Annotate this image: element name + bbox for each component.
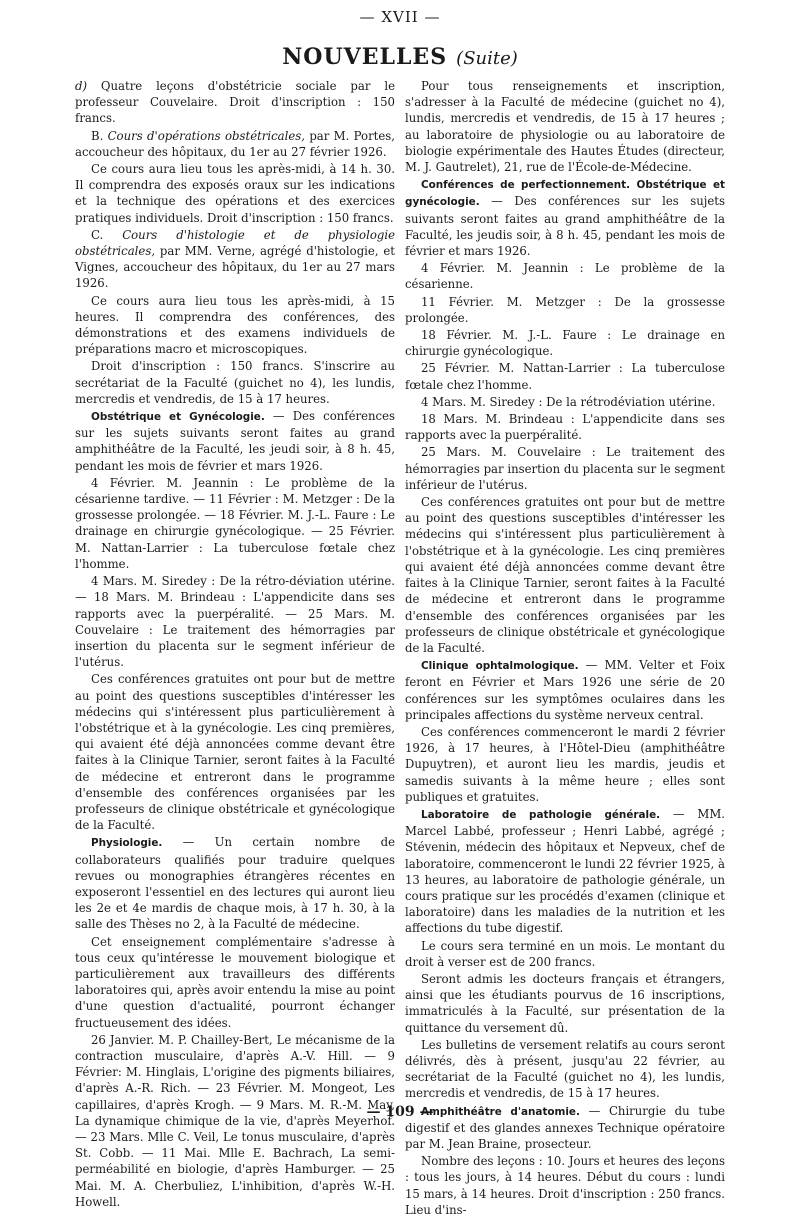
paragraph: 26 Janvier. M. P. Chailley-Bert, Le mécanisme de la contraction musculaire, d'après A.-V. Hill. — 9 Février: M. Hinglais, L'origine des pigments biliaires, d'après A.-R. Rich. — 23 Février. M. Mongeot, Les capillaires, d'après Krogh. — 9 Mars. M. R.-M. May, La dynamique chimique de la vie, d'après Meyerhof. — 23 Mars. Mlle C. Veil, Le tonus musculaire, d'après St. Cobb. — 11 Mai. Mlle E. Bachrach, La semi-perméabilité en biologie, d'après Hamburger. — 25 Mai. M. A. Cherbuliez, L'inhibition, d'après W.-H. Howell.	[75, 1032, 395, 1209]
paragraph-text: — Des conférences sur les sujets suivants seront faites au grand amphithéâtre de la Faculté, les jeudi soir, à 8 h. 45, pendant les mois de février et mars 1926.	[75, 409, 395, 473]
paragraph-text: Quatre leçons d'obstétricie sociale par le professeur Couvelaire. Droit d'inscription : 150 francs.	[75, 79, 395, 126]
paragraph: Ces conférences gratuites ont pour but de mettre au point des questions susceptibles d'intéresser les médecins qui s'intéressent plus particulièrement à l'obstétrique et à la gynécologie. Les cinq premières, qui avaient été déjà annoncées comme devant être faites à la Clinique Tarnier, seront faites à la Faculté de médecine et entreront dans le programme d'ensemble des conférences organisées par les professeurs de clinique obstétricale et gynécologique de la Faculté.	[75, 672, 395, 833]
paragraph-text: par M. Portes, accoucheur des hôpitaux, du 1er au 27 février 1926.	[75, 128, 395, 159]
paragraph	[75, 128, 395, 160]
paragraph	[405, 806, 725, 937]
paragraph	[405, 657, 725, 723]
title-main: NOUVELLES	[282, 44, 448, 70]
paragraph: 11 Février. M. Metzger : De la grossesse prolongée.	[405, 294, 725, 325]
paragraph: Le cours sera terminé en un mois. Le montant du droit à verser est de 200 francs.	[405, 938, 725, 969]
paragraph: Droit d'inscription : 150 francs. S'inscrire au secrétariat de la Faculté (guichet no 4), les lundis, mercredis et vendredis, de 15 à 17 heures.	[75, 359, 395, 406]
paragraph: 18 Mars. M. Brindeau : L'appendicite dans ses rapports avec la puerpéralité.	[405, 412, 725, 443]
course-title: Cours d'histologie et de physiologie obstétricales,	[75, 227, 395, 259]
paragraph: 4 Mars. M. Siredey : De la rétrodéviation utérine.	[421, 394, 716, 409]
paragraph: Ce cours aura lieu tous les après-midi, à 14 h. 30. Il comprendra des exposés oraux sur les indications et la technique des opérations et des exercices pratiques individuels. Droit d'inscription : 150 francs.	[75, 162, 395, 225]
course-title: Cours d'opérations obstétricales,	[107, 128, 306, 143]
paragraph: Pour tous renseignements et inscription, s'adresser à la Faculté de médecine (guichet no 4), lundis, mercredis et vendredis, de 15 à 17 heures ; au laboratoire de physiologie ou au laboratoire de biologie expérimentale des Hautes Études (directeur, M. J. Gautrelet), 21, rue de l'École-de-Médecine.	[405, 79, 725, 175]
right-column	[405, 78, 725, 1218]
page-number: — 109 —	[366, 1104, 434, 1120]
paragraph: 4 Février. M. Jeannin : Le problème de la césarienne tardive. — 11 Février : M. Metzger : De la grossesse prolongée. — 18 Février. M. J.-L. Faure : Le drainage en chirurgie gynécologique. — 25 Février. M. Nattan-Larrier : La tuberculose fœtale chez l'homme.	[75, 475, 395, 571]
paragraph: 4 Mars. M. Siredey : De la rétro-déviation utérine. — 18 Mars. M. Brindeau : L'appendicite dans ses rapports avec la puerpéralité. — 25 Mars. M. Couvelaire : Le traitement des hémorragies par insertion du placenta sur le segment inférieur de l'utérus.	[75, 574, 395, 670]
paragraph: 25 Mars. M. Couvelaire : Le traitement des hémorragies par insertion du placenta sur le segment inférieur de l'utérus.	[405, 445, 725, 492]
paragraph: Nombre des leçons : 10. Jours et heures des leçons : tous les jours, à 14 heures. Début du cours : lundi 15 mars, à 14 heures. Droit d'inscription : 250 francs. Lieu d'ins-	[405, 1154, 725, 1217]
page-roman-numeral: — XVII —	[359, 8, 441, 26]
paragraph-lead: C.	[91, 227, 123, 242]
paragraph	[405, 176, 725, 259]
paragraph	[75, 78, 395, 127]
paragraph-lead: B.	[91, 128, 108, 143]
paragraph-text: — Des conférences sur les sujets suivants seront faites au grand amphithéâtre de la Faculté, les jeudis soir, à 8 h. 45, pendant les mois de février et mars 1926.	[405, 194, 725, 259]
paragraph-text: — Chirurgie du tube digestif et des glandes annexes Technique opératoire par M. Jean Braine, prosecteur.	[405, 1103, 725, 1151]
paragraph-text: — MM. Marcel Labbé, professeur ; Henri Labbé, agrégé ; Stévenin, médecin des hôpitaux et Nepveux, chef de laboratoire, commenceront le lundi 22 février 1925, à 13 heures, au laboratoire de pathologie générale, un cours pratique sur les procédés d'examen (clinique et laboratoire) dans les maladies de la nutrition et les affections du tube digestif.	[405, 806, 725, 936]
title-suite: (Suite)	[456, 48, 518, 69]
page-title	[0, 44, 800, 70]
paragraph: Seront admis les docteurs français et étrangers, ainsi que les étudiants pourvus de 16 inscriptions, immatriculés à la Faculté, sur présentation de la quittance du versement dû.	[405, 971, 725, 1035]
paragraph: 4 Février. M. Jeannin : Le problème de la césarienne.	[405, 261, 725, 292]
paragraph: 25 Février. M. Nattan-Larrier : La tuberculose fœtale chez l'homme.	[405, 361, 725, 392]
paragraph	[75, 227, 395, 292]
section-rubric: Amphithéâtre d'anatomie.	[421, 1105, 580, 1118]
paragraph: Les bulletins de versement relatifs au cours seront délivrés, dès à présent, jusqu'au 22 février, au secrétariat de la Faculté (guichet no 4), les lundis, mercredis et vendredis, de 15 à 17 heures.	[405, 1037, 725, 1101]
left-column	[75, 78, 395, 1210]
section-rubric: Clinique ophtalmologique.	[421, 660, 579, 673]
paragraph: 18 Février. M. J.-L. Faure : Le drainage en chirurgie gynécologique.	[405, 328, 725, 359]
paragraph-text: par MM. Verne, agrégé d'histologie, et Vignes, accoucheur des hôpitaux, du 1er au 27 mars 1926.	[75, 244, 395, 291]
paragraph-text: — MM. Velter et Foix feront en Février et Mars 1926 une série de 20 conférences sur les symptômes oculaires dans les principales affections du système nerveux central.	[405, 658, 725, 722]
paragraph	[75, 408, 395, 474]
paragraph: Cet enseignement complémentaire s'adresse à tous ceux qu'intéresse le mouvement biologique et particulièrement aux travailleurs des différents laboratoires qui, après avoir entendu la mise au point d'une question d'actualité, pourront échanger fructueusement des idées.	[75, 934, 395, 1030]
paragraph-text: — Un certain nombre de collaborateurs qualifiés pour traduire quelques revues ou monographies étrangères récentes en exposeront l'essentiel en des lectures qui auront lieu les 2e et 4e mardis de chaque mois, à 17 h. 30, à la salle des Thèses no 2, à la Faculté de médecine.	[75, 835, 395, 932]
paragraph: Ces conférences commenceront le mardi 2 février 1926, à 17 heures, à l'Hôtel-Dieu (amphithéâtre Dupuytren), et auront lieu les mardis, jeudis et samedis suivants à la même heure ; elles sont publiques et gratuites.	[405, 724, 725, 804]
section-rubric: Obstétrique et Gynécologie.	[91, 411, 265, 424]
section-rubric: Conférences de perfectionnement. Obstétrique et gynécologie.	[405, 179, 725, 209]
paragraph: Ce cours aura lieu tous les après-midi, à 15 heures. Il comprendra des conférences, des démonstrations et des examens individuels de préparations macro et microscopiques.	[75, 293, 395, 357]
paragraph: Ces conférences gratuites ont pour but de mettre au point des questions susceptibles d'intéresser les médecins qui s'intéressent plus particulièrement à l'obstétrique et à la gynécologie. Les cinq premières qui avaient été déjà annoncées comme devant être faites à la Clinique Tarnier, seront faites à la Faculté de médecine et entreront dans le programme d'ensemble des conférences organisées par les professeurs de clinique obstétricale et gynécologique de la Faculté.	[405, 495, 725, 655]
section-rubric: Laboratoire de pathologie générale.	[421, 808, 661, 821]
paragraph	[75, 834, 395, 932]
paragraph-lead: d)	[75, 79, 88, 93]
section-rubric: Physiologie.	[91, 837, 163, 850]
